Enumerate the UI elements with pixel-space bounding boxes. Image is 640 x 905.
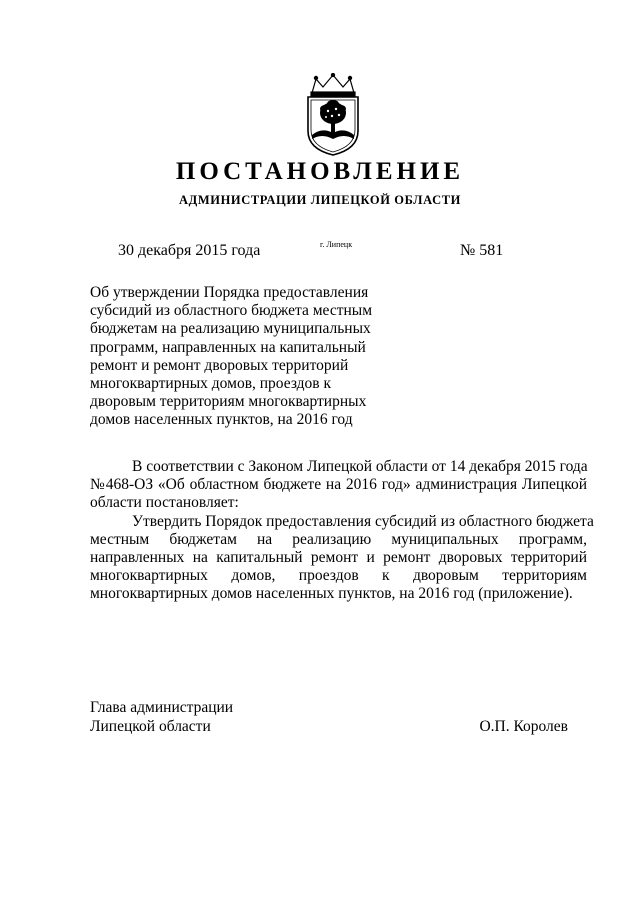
signatory-region: Липецкой области	[90, 717, 211, 735]
subject-line: ремонт и ремонт дворовых территорий	[90, 356, 349, 374]
subject-line: бюджетам на реализацию муниципальных	[90, 320, 371, 338]
body-paragraph-1-line: №468-ОЗ «Об областном бюджете на 2016 год» администрация Липецкой	[90, 476, 587, 494]
lipetsk-coat-of-arms-icon	[298, 73, 368, 157]
subject-line: субсидий из областного бюджета местным	[90, 302, 372, 320]
crown-icon	[311, 73, 355, 96]
body-paragraph-2-line: направленных на капитальный ремонт и ремонт дворовых территорий	[90, 549, 587, 567]
subject-line: программ, направленных на капитальный	[90, 338, 366, 356]
document-body	[90, 458, 594, 604]
subject-line: многоквартирных домов, проездов к	[90, 375, 332, 393]
body-paragraph-1-line: В соответствии с Законом Липецкой области от 14 декабря 2015 года	[132, 458, 588, 475]
body-paragraph-2-line: Утвердить Порядок предоставления субсидий из областного бюджета	[132, 512, 594, 530]
subject-line: Об утверждении Порядка предоставления	[90, 284, 369, 301]
document-date: 30 декабря 2015 года	[118, 242, 261, 259]
signature-block	[90, 699, 568, 736]
signatory-name: О.П. Королев	[479, 717, 568, 735]
body-paragraph-1-line: области постановляет:	[90, 494, 239, 512]
document-number: № 581	[460, 242, 504, 259]
body-paragraph-2-line: многоквартирных домов, проездов к дворовым территориям	[90, 567, 587, 585]
document-place: г. Липецк	[320, 240, 353, 249]
signatory-position: Глава администрации	[90, 699, 234, 716]
issuing-authority: АДМИНИСТРАЦИИ ЛИПЕЦКОЙ ОБЛАСТИ	[179, 193, 461, 207]
body-paragraph-2-line: местным бюджетам на реализацию муниципальных программ,	[90, 530, 587, 548]
subject-line: дворовым территориям многоквартирных	[90, 393, 367, 411]
body-paragraph-2-line: многоквартирных домов населенных пунктов, на 2016 год (приложение).	[90, 585, 573, 603]
document-subject	[90, 284, 390, 430]
document-type-title: ПОСТАНОВЛЕНИЕ	[175, 158, 465, 185]
subject-line: домов населенных пунктов, на 2016 год	[90, 411, 353, 429]
